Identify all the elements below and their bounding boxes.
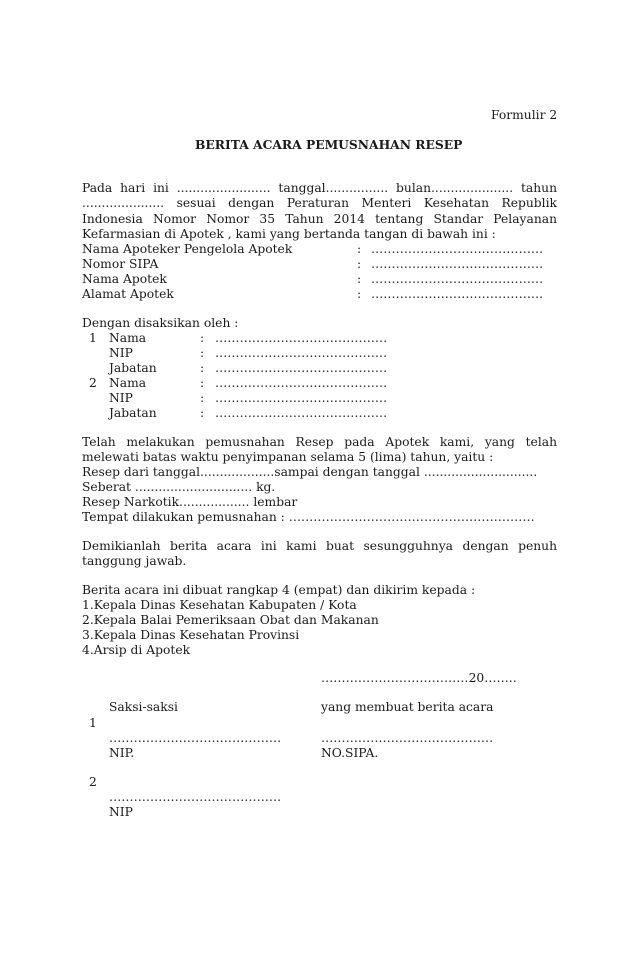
field-colon: : xyxy=(357,287,362,301)
pemusnahan-line-2: melewati batas waktu penyimpanan selama 5 (lima) tahun, yaitu : xyxy=(82,450,494,464)
field-value-sipa: …………………………………… xyxy=(371,257,544,271)
signature-number: 1 xyxy=(89,716,97,730)
witness-colon: : xyxy=(200,331,205,345)
field-value-nama-apotek: …………………………………… xyxy=(371,272,544,286)
field-label-nama-apotek: Nama Apotek xyxy=(82,272,167,286)
field-colon: : xyxy=(357,242,362,256)
witness-value: …………………………………… xyxy=(215,346,388,360)
witness-value: …………………………………… xyxy=(215,361,388,375)
form-number: Formulir 2 xyxy=(491,108,558,122)
distribution-item: 3.Kepala Dinas Kesehatan Provinsi xyxy=(82,628,300,642)
distribution-item: 1.Kepala Dinas Kesehatan Kabupaten / Kota xyxy=(82,598,357,612)
witnesses-heading: Saksi-saksi xyxy=(109,700,178,714)
pemusnahan-line-6: Tempat dilakukan pemusnahan : …………………………………………………… xyxy=(82,510,535,524)
maker-heading: yang membuat berita acara xyxy=(321,700,494,714)
field-value-alamat: …………………………………… xyxy=(371,287,544,301)
witness-label: Jabatan xyxy=(109,406,157,420)
pemusnahan-line-4: Seberat .............................. kg. xyxy=(82,480,276,494)
signature-line: …………………………………… xyxy=(321,731,494,745)
witness-colon: : xyxy=(200,391,205,405)
witness-colon: : xyxy=(200,361,205,375)
witness-value: …………………………………… xyxy=(215,331,388,345)
field-colon: : xyxy=(357,272,362,286)
intro-line-4: Kefarmasian di Apotek , kami yang bertanda tangan di bawah ini : xyxy=(82,227,496,241)
witness-value: …………………………………… xyxy=(215,406,388,420)
sipa-label: NO.SIPA. xyxy=(321,746,379,760)
signature-number: 2 xyxy=(89,775,97,789)
witnesses-intro: Dengan disaksikan oleh : xyxy=(82,316,239,330)
field-value-apoteker: …………………………………… xyxy=(371,242,544,256)
intro-line-3: Indonesia Nomor Nomor 35 Tahun 2014 tentang Standar Pelayanan xyxy=(82,212,557,226)
witness-label: NIP xyxy=(109,391,133,405)
signature-line: …………………………………… xyxy=(109,731,282,745)
witness-colon: : xyxy=(200,406,205,420)
witness-number: 2 xyxy=(89,376,97,390)
nip-label: NIP. xyxy=(109,746,135,760)
pemusnahan-line-5: Resep Narkotik.................. lembar xyxy=(82,495,298,509)
document-title: BERITA ACARA PEMUSNAHAN RESEP xyxy=(195,137,463,152)
witness-value: …………………………………… xyxy=(215,376,388,390)
pemusnahan-line-3: Resep dari tanggal...................sampai dengan tanggal ............................. xyxy=(82,465,538,479)
nip-label: NIP xyxy=(109,805,133,819)
place-date: ………………………………20…….. xyxy=(321,671,517,685)
field-colon: : xyxy=(357,257,362,271)
distribution-item: 4.Arsip di Apotek xyxy=(82,643,191,657)
witness-label: Nama xyxy=(109,331,147,345)
field-label-apoteker: Nama Apoteker Pengelola Apotek xyxy=(82,242,293,256)
witness-label: Nama xyxy=(109,376,147,390)
witness-value: …………………………………… xyxy=(215,391,388,405)
field-label-sipa: Nomor SIPA xyxy=(82,257,159,271)
distribution-intro: Berita acara ini dibuat rangkap 4 (empat) dan dikirim kepada : xyxy=(82,583,476,597)
closing-line-1: Demikianlah berita acara ini kami buat sesungguhnya dengan penuh xyxy=(82,539,557,553)
witness-number: 1 xyxy=(89,331,97,345)
closing-line-2: tanggung jawab. xyxy=(82,554,187,568)
pemusnahan-line-1: Telah melakukan pemusnahan Resep pada Apotek kami, yang telah xyxy=(82,435,557,449)
intro-line-1: Pada hari ini ........................ tanggal................ bulan..................... tahun xyxy=(82,181,557,195)
distribution-item: 2.Kepala Balai Pemeriksaan Obat dan Makanan xyxy=(82,613,379,627)
field-label-alamat: Alamat Apotek xyxy=(82,287,174,301)
witness-label: Jabatan xyxy=(109,361,157,375)
witness-colon: : xyxy=(200,376,205,390)
witness-colon: : xyxy=(200,346,205,360)
intro-line-2: ..................... sesuai dengan Peraturan Menteri Kesehatan Republik xyxy=(82,196,557,210)
signature-line: …………………………………… xyxy=(109,790,282,804)
witness-label: NIP xyxy=(109,346,133,360)
